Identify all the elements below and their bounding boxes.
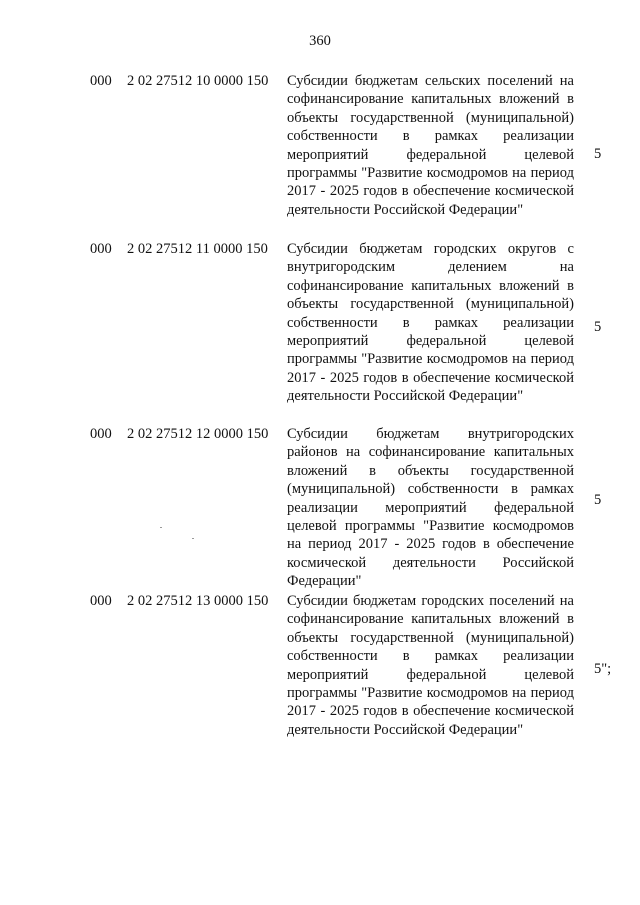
admin-code: 000 (90, 73, 112, 89)
budget-classification-code: 2 02 27512 13 0000 150 (127, 593, 269, 609)
row-amount: 5 (594, 492, 602, 508)
page-number: 360 (309, 33, 331, 49)
admin-code: 000 (90, 426, 112, 442)
admin-code: 000 (90, 241, 112, 257)
row-description: Субсидии бюджетам сельских поселений на софинансирование капитальных вложений в объекты государственной (муниципальной) собственности в рамках реализации мероприятий федеральной целевой программы "Развитие космодромов на период 2017 - 2025 годов в обеспечение космической деятельности Российской Федерации" (287, 73, 574, 218)
row-amount: 5 (594, 319, 602, 335)
budget-classification-code: 2 02 27512 10 0000 150 (127, 73, 269, 89)
admin-code: 000 (90, 593, 112, 609)
row-description: Субсидии бюджетам городских поселений на софинансирование капитальных вложений в объекты государственной (муниципальной) собственности в рамках реализации мероприятий федеральной целевой программы "Развитие космодромов на период 2017 - 2025 годов в обеспечение космической деятельности Российской Федерации" (287, 593, 574, 738)
scan-speck (160, 527, 162, 528)
budget-classification-code: 2 02 27512 12 0000 150 (127, 426, 269, 442)
row-amount: 5 (594, 146, 602, 162)
row-description: Субсидии бюджетам городских округов с внутригородским делением на софинансирование капитальных вложений в объекты государственной (муниципальной) собственности в рамках реализации мероприятий федеральной целевой программы "Развитие космодромов на период 2017 - 2025 годов в обеспечение космической деятельности Российской Федерации" (287, 241, 574, 405)
row-description: Субсидии бюджетам внутригородских районов на софинансирование капитальных вложений в объекты государственной (муниципальной) собственности в рамках реализации мероприятий федеральной целевой программы "Развитие космодромов на период 2017 - 2025 годов в обеспечение космической деятельности Российской Федерации" (287, 426, 574, 590)
row-amount: 5"; (594, 661, 612, 677)
scan-speck (192, 538, 194, 539)
budget-classification-code: 2 02 27512 11 0000 150 (127, 241, 268, 257)
